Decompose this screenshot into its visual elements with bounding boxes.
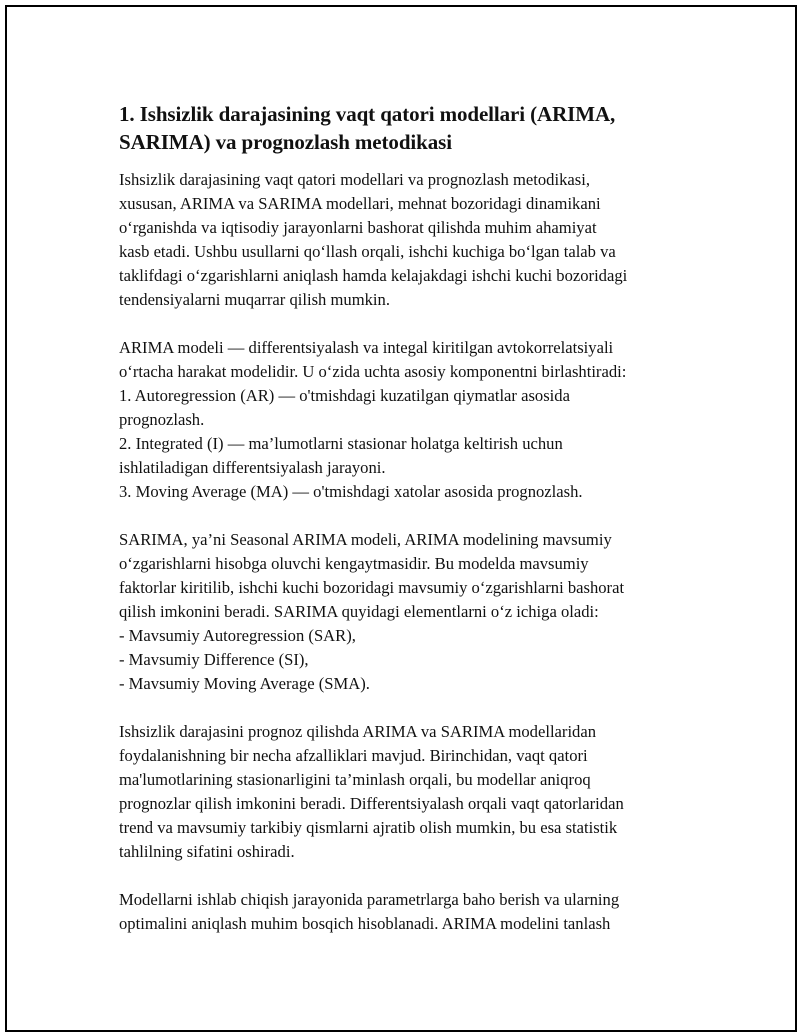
text-line: taklifdagi o‘zgarishlarni aniqlash hamda kelajakdagi ishchi kuchi bozoridagi [119,266,628,285]
paragraph-intro [119,168,699,312]
paragraph-arima [119,336,699,504]
list-item: 2. Integrated (I) — ma’lumotlarni stasionar holatga keltirish uchun [119,434,563,453]
text-line: ma'lumotlarining stasionarligini ta’minlash orqali, bu modellar aniqroq [119,770,591,789]
text-line: tahlilning sifatini oshiradi. [119,842,295,861]
list-item: - Mavsumiy Moving Average (SMA). [119,674,370,693]
heading-line: SARIMA) va prognozlash metodikasi [119,130,452,154]
text-line: o‘rganishda va iqtisodiy jarayonlarni bashorat qilishda muhim ahamiyat [119,218,597,237]
text-line: qilish imkonini beradi. SARIMA quyidagi elementlarni o‘z ichiga oladi: [119,602,599,621]
text-line: foydalanishning bir necha afzalliklari mavjud. Birinchidan, vaqt qatori [119,746,588,765]
text-line: Ishsizlik darajasini prognoz qilishda ARIMA va SARIMA modellaridan [119,722,597,741]
paragraph-sarima [119,528,699,696]
list-item: - Mavsumiy Difference (SI), [119,650,309,669]
section-heading [119,100,699,156]
paragraph-model-building [119,888,699,936]
text-line: ishlatiladigan differentsiyalash jarayoni. [119,458,386,477]
list-item: 1. Autoregression (AR) — o'tmishdagi kuzatilgan qiymatlar asosida [119,386,570,405]
text-line: SARIMA, ya’ni Seasonal ARIMA modeli, ARIMA modelining mavsumiy [119,530,612,549]
paragraph-advantages [119,720,699,864]
text-line: faktorlar kiritilib, ishchi kuchi bozoridagi mavsumiy o‘zgarishlarni bashorat [119,578,625,597]
text-line: optimalini aniqlash muhim bosqich hisoblanadi. ARIMA modelini tanlash [119,914,611,933]
text-line: tendensiyalarni muqarrar qilish mumkin. [119,290,390,309]
document-content [119,100,699,960]
text-line: prognozlar qilish imkonini beradi. Differentsiyalash orqali vaqt qatorlaridan [119,794,624,813]
list-item: - Mavsumiy Autoregression (SAR), [119,626,356,645]
document-page [5,5,797,1032]
text-line: Modellarni ishlab chiqish jarayonida parametrlarga baho berish va ularning [119,890,620,909]
list-item: 3. Moving Average (MA) — o'tmishdagi xatolar asosida prognozlash. [119,482,583,501]
text-line: ARIMA modeli — differentsiyalash va integal kiritilgan avtokorrelatsiyali [119,338,614,357]
text-line: trend va mavsumiy tarkibiy qismlarni ajratib olish mumkin, bu esa statistik [119,818,618,837]
text-line: xususan, ARIMA va SARIMA modellari, mehnat bozoridagi dinamikani [119,194,601,213]
heading-line: 1. Ishsizlik darajasining vaqt qatori modellari (ARIMA, [119,102,616,126]
text-line: o‘rtacha harakat modelidir. U o‘zida uchta asosiy komponentni birlashtiradi: [119,362,627,381]
text-line: o‘zgarishlarni hisobga oluvchi kengaytmasidir. Bu modelda mavsumiy [119,554,589,573]
text-line: Ishsizlik darajasining vaqt qatori modellari va prognozlash metodikasi, [119,170,590,189]
text-line: prognozlash. [119,410,205,429]
text-line: kasb etadi. Ushbu usullarni qo‘llash orqali, ishchi kuchiga bo‘lgan talab va [119,242,616,261]
